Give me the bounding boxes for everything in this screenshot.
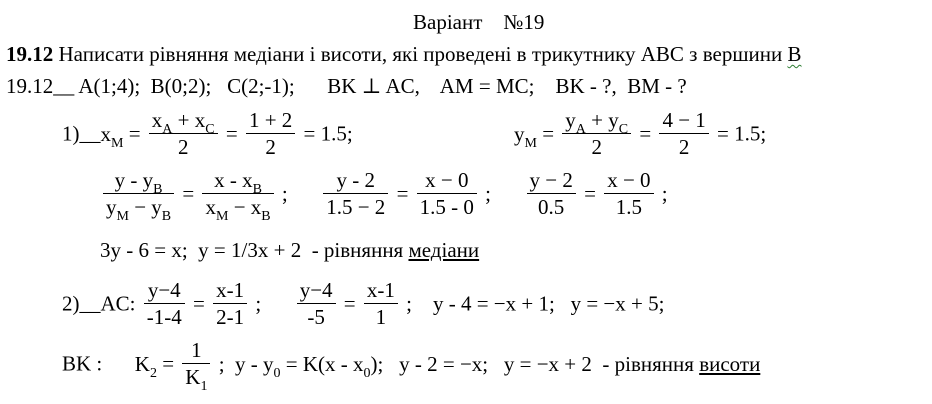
- line-simplified-x: $\frac{x - 0}{1.5}$: [604, 170, 653, 218]
- line-simplified-y: $\frac{y - 2}{0.5}$: [527, 170, 576, 218]
- page-title: [413, 12, 544, 33]
- task-number: 19.12: [6, 42, 54, 66]
- median-equation: 3y - 6 = x; y = 1/3x + 2 - рівняння: [100, 238, 409, 262]
- ym-symbol: y: [514, 121, 525, 146]
- median-word: медіани: [408, 238, 480, 262]
- ac-x-fraction: $\frac{x-1}{2-1}$: [213, 280, 247, 328]
- line-substituted-x: $\frac{x - 0}{1.5 - 0}$: [417, 170, 477, 218]
- step1-midpoint: $1)\_\_x_M$ = $\frac{x_A + x_C}{2}$ = $\frac{1 + 2}{2}$ = 1.5;: [62, 108, 353, 159]
- slope-fraction: $\frac{1}{K_1}$: [182, 340, 210, 388]
- ac-y-simplified: $\frac{y-4}{-5}$: [297, 280, 336, 328]
- given-points: A(1;4); B(0;2); C(2;-1);: [78, 74, 295, 98]
- ym-formula-fraction: $\frac{y_A + y_C}{2}$: [562, 110, 631, 158]
- step1-line-equation: $\frac{y - y_B}{y_M - y_B}$ = $\frac{x - x_B}{x_M - x_B}$ ; $\frac{y - 2}{1.5 - 2}$ = $\frac{x - 0}{1.5 - 0}$ ; $\frac{y - 2}{0.5}$ = $\frac{x - 0}{1.5}$ ;: [100, 170, 668, 218]
- task-text: Написати рівняння медіани і висоти, які проведені в трикутнику АВС з вершини: [53, 42, 788, 66]
- height-word: висоти: [699, 351, 761, 376]
- variant-title: Варіант №19: [413, 10, 545, 34]
- line-x-fraction: $\frac{x - x_B}{x_M - x_B}$: [202, 170, 273, 218]
- height-label: BK :: [62, 351, 103, 376]
- task-statement: [6, 44, 801, 65]
- line-substituted-y: $\frac{y - 2}{1.5 - 2}$: [323, 170, 388, 218]
- ym-subscript: M: [524, 135, 537, 151]
- given-line: [6, 76, 687, 97]
- step2-label: 2)__AC:: [62, 291, 136, 316]
- ym-result: = 1.5;: [717, 121, 767, 146]
- ym-value-fraction: $\frac{4 - 1}{2}$: [659, 110, 708, 158]
- xm-formula-fraction: $\frac{x_A + x_C}{2}$: [149, 110, 218, 158]
- ac-equation-rest: ; y - 4 = −x + 1; y = −x + 5;: [406, 291, 665, 316]
- ac-x-simplified: $\frac{x-1}{1}$: [364, 280, 398, 328]
- task-vertex: В: [787, 42, 802, 66]
- xm-value-fraction: $\frac{1 + 2}{2}$: [246, 110, 295, 158]
- line-y-fraction: $\frac{y - y_B}{y_M - y_B}$: [103, 170, 174, 218]
- xm-result: = 1.5;: [303, 121, 353, 146]
- step1-ym: $y_M$ = $\frac{y_A + y_C}{2}$ = $\frac{4 - 1}{2}$ = 1.5;: [514, 108, 767, 159]
- step1-label: 1)__: [62, 121, 101, 146]
- given-label: 19.12__: [6, 74, 75, 98]
- xm-symbol: x: [100, 121, 111, 146]
- step2-ac: 2)__AC: $\frac{y-4}{-1-4}$ = $\frac{x-1}{2-1}$ ; $\frac{y-4}{-5}$ = $\frac{x-1}{1}$ ; y - 4 = −x + 1; y = −x + 5;: [62, 278, 665, 329]
- height-bk: BK : $K_2$ = $\frac{1}{K_1}$ ; $y - y_0 = K(x - x_0)$; y - 2 = −x; y = −x + 2 - рівняння висоти: [62, 338, 761, 394]
- median-result: [100, 240, 479, 261]
- given-conditions: BK ⊥ AC, AM = MC; BK - ?, BM - ?: [327, 74, 687, 98]
- xm-subscript: M: [111, 135, 124, 151]
- ac-y-fraction: $\frac{y-4}{-1-4}$: [144, 280, 185, 328]
